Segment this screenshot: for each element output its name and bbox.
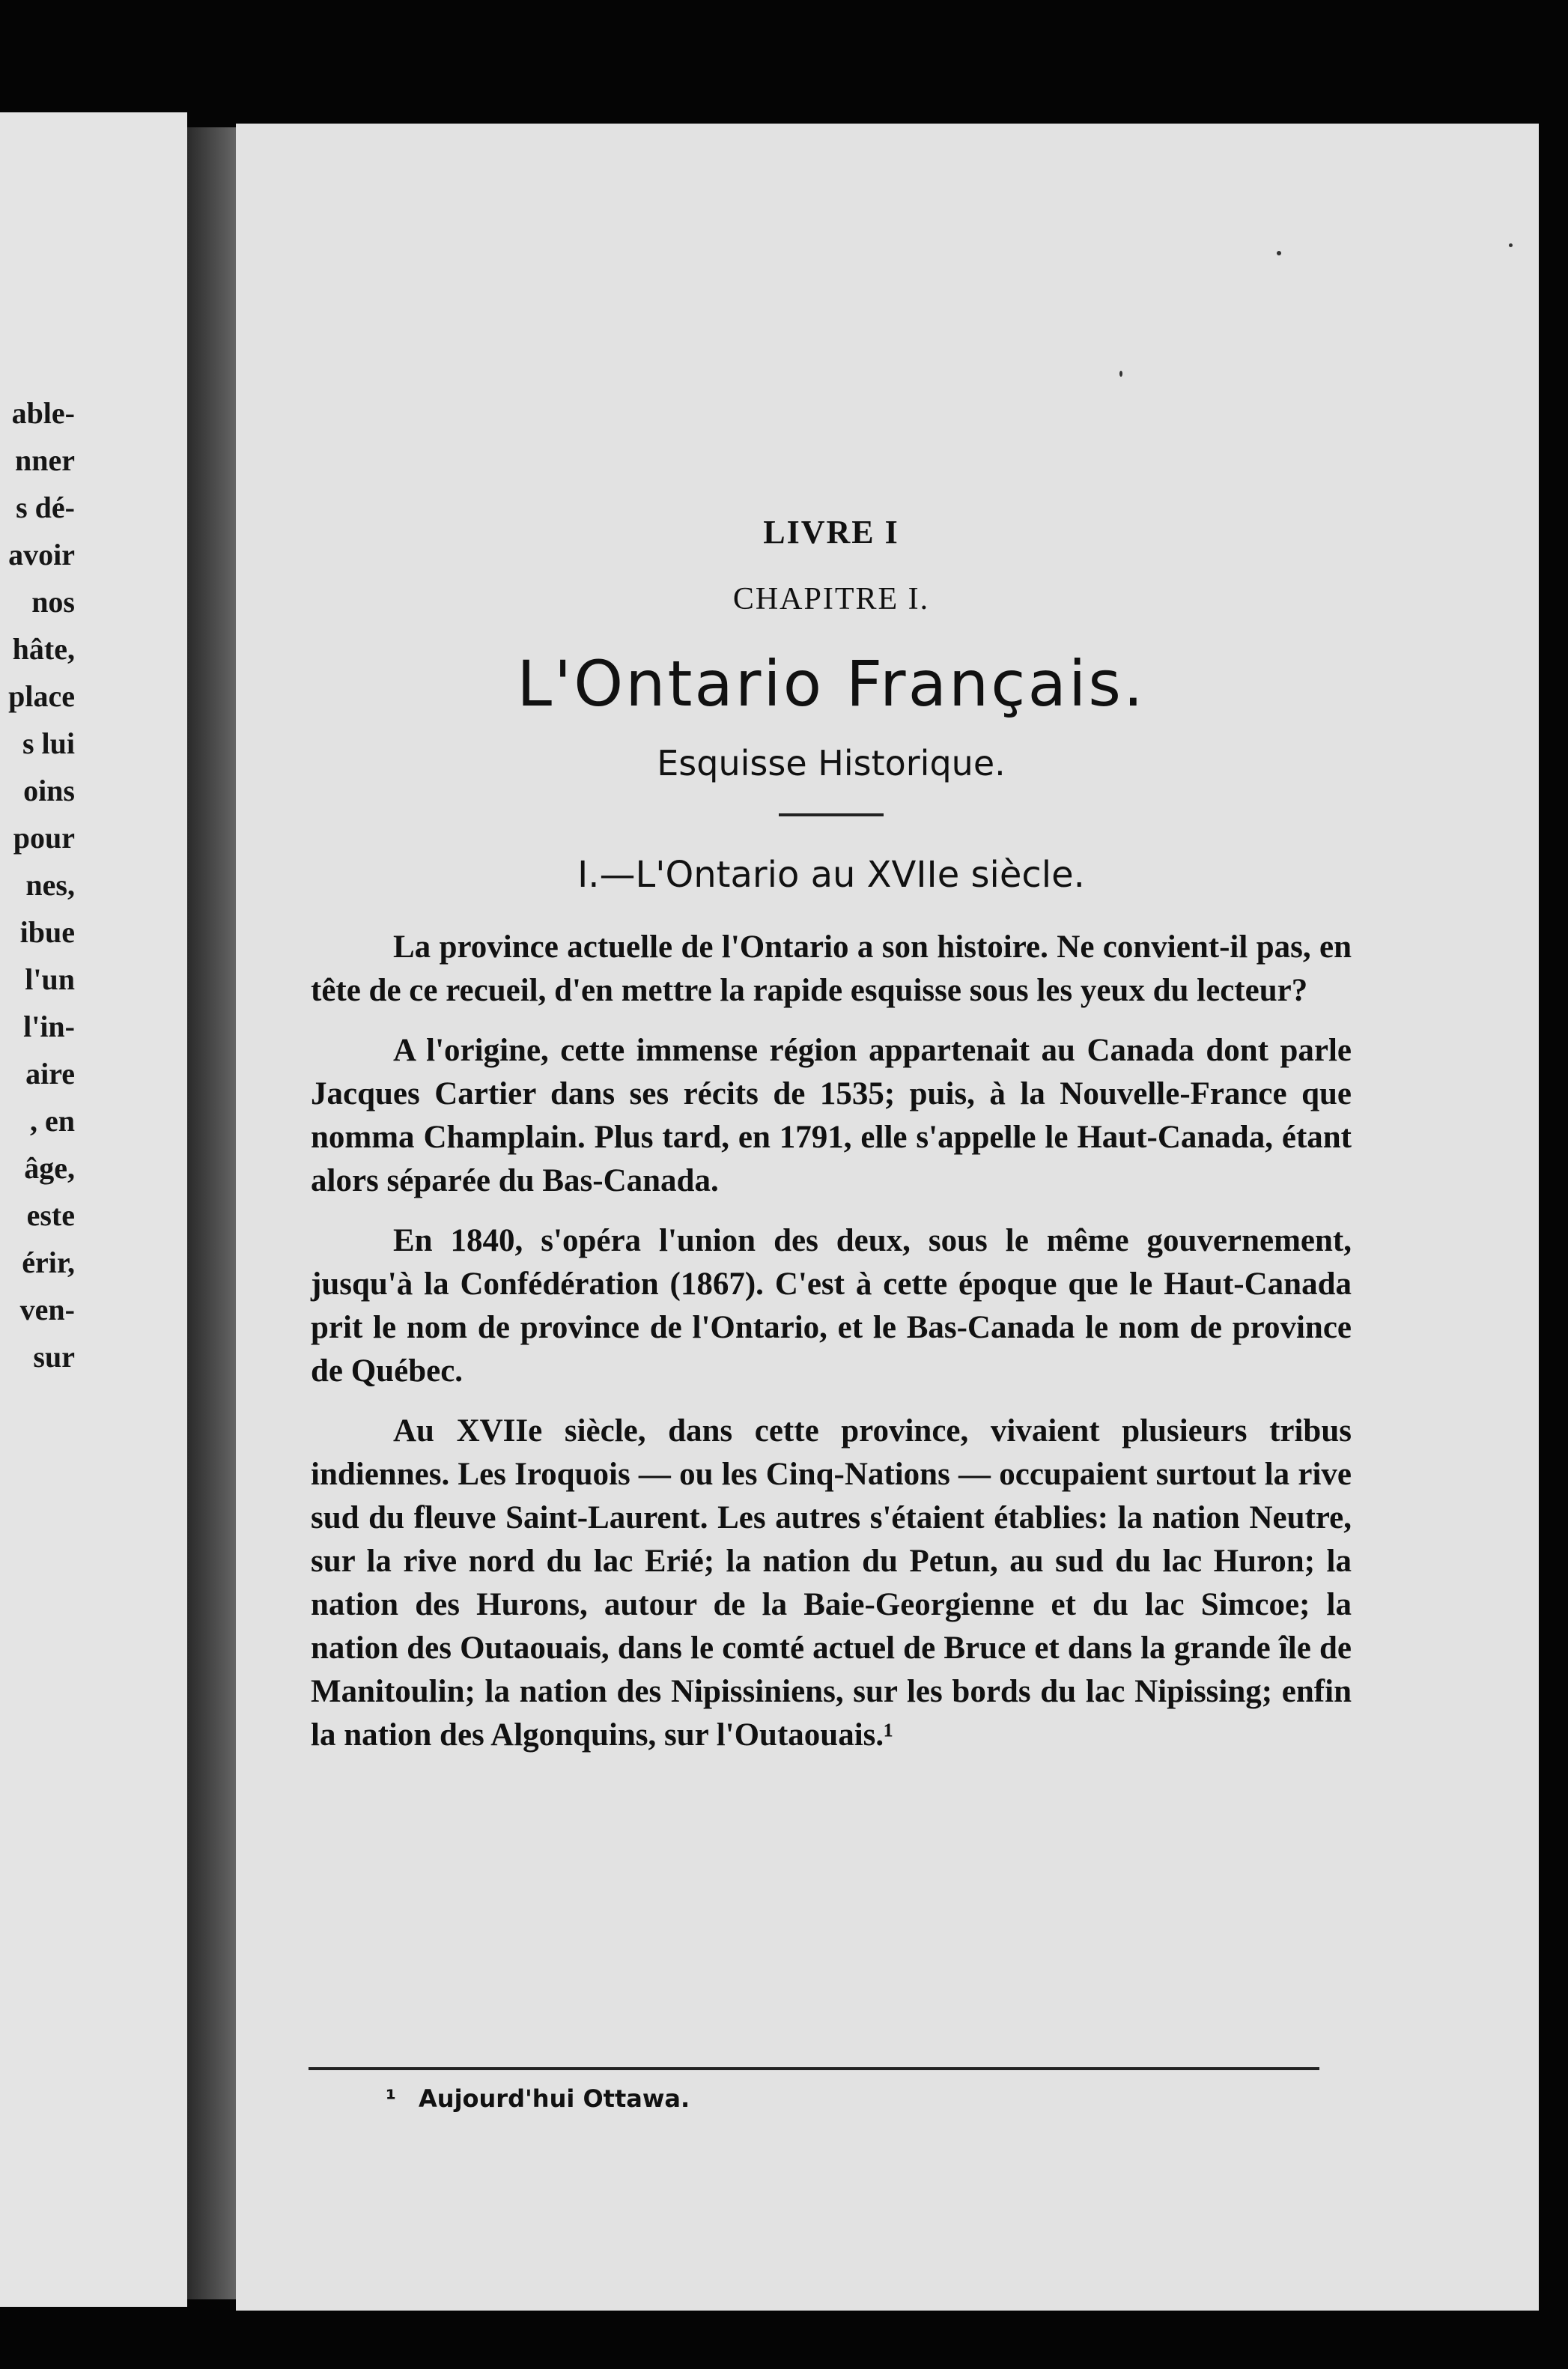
footnote-text: Aujourd'hui Ottawa. <box>419 2084 690 2113</box>
prev-line: pour <box>13 821 75 855</box>
page-speck <box>1277 251 1281 255</box>
paragraph: La province actuelle de l'Ontario a son histoire. Ne convient-il pas, en tête de ce recueil, d'en mettre la rapide esquisse sous les yeux du lecteur? <box>311 929 1352 1008</box>
book-number-heading: LIVRE I <box>763 514 899 550</box>
prev-line: nos <box>31 585 75 619</box>
prev-line: aire <box>25 1057 75 1091</box>
prev-line: sur <box>33 1340 75 1374</box>
prev-line: l'in- <box>23 1010 75 1043</box>
prev-line: ibue <box>19 915 75 949</box>
prev-line: able- <box>11 396 75 430</box>
footnote-mark: ¹ <box>386 2084 397 2113</box>
book-page <box>236 124 1539 2311</box>
prev-line: ven- <box>19 1293 75 1326</box>
prev-line: oins <box>23 774 75 807</box>
prev-line: hâte, <box>12 632 75 666</box>
footnote-divider <box>309 2067 1319 2070</box>
title-divider <box>779 813 884 816</box>
page-speck <box>1119 371 1122 377</box>
prev-line: nes, <box>25 868 75 902</box>
prev-line: , en <box>30 1104 75 1138</box>
footnote <box>386 2084 690 2113</box>
previous-page <box>0 112 187 2307</box>
prev-line: s dé- <box>16 491 75 524</box>
previous-page-text <box>0 389 75 1380</box>
chapter-heading: CHAPITRE I. <box>732 582 930 616</box>
page-subtitle: Esquisse Historique. <box>657 743 1006 783</box>
page-content <box>311 513 1352 1774</box>
book-gutter <box>187 127 240 2299</box>
page-speck <box>1509 243 1513 247</box>
prev-line: avoir <box>8 538 75 571</box>
prev-line: s lui <box>22 727 75 760</box>
prev-line: âge, <box>24 1151 75 1185</box>
prev-line: este <box>26 1198 75 1232</box>
prev-line: nner <box>15 443 75 477</box>
prev-line: l'un <box>25 962 75 996</box>
paragraph: Au XVIIe siècle, dans cette province, vivaient plusieurs tribus indiennes. Les Iroquois — ou les Cinq-Nations — occupaient surtout la rive sud du fleuve Saint-Laurent. Les autres s'étaient établies: la nation Neutre, sur la rive nord du lac Erié; la nation du Petun, au sud du lac Huron; la nation des Hurons, autour de la Baie-Georgienne et du lac Simcoe; la nation des Outaouais, dans le comté actuel de Bruce et dans la grande île de Manitoulin; la nation des Nipissiniens, sur les bords du lac Nipissing; enfin la nation des Algonquins, sur l'Outaouais.¹ <box>311 1413 1352 1753</box>
section-heading: I.—L'Ontario au XVIIe siècle. <box>577 854 1085 896</box>
page-title: L'Ontario Français. <box>517 647 1146 721</box>
paragraph: A l'origine, cette immense région appartenait au Canada dont parle Jacques Cartier dans ses récits de 1535; puis, à la Nouvelle-France que nomma Champlain. Plus tard, en 1791, elle s'appelle le Haut-Canada, étant alors séparée du Bas-Canada. <box>311 1033 1352 1198</box>
paragraph: En 1840, s'opéra l'union des deux, sous le même gouvernement, jusqu'à la Confédération (1867). C'est à cette époque que le Haut-Canada prit le nom de province de l'Ontario, et le Bas-Canada le nom de province de Québec. <box>311 1223 1352 1389</box>
prev-line: érir, <box>22 1246 75 1279</box>
prev-line: place <box>8 679 75 713</box>
